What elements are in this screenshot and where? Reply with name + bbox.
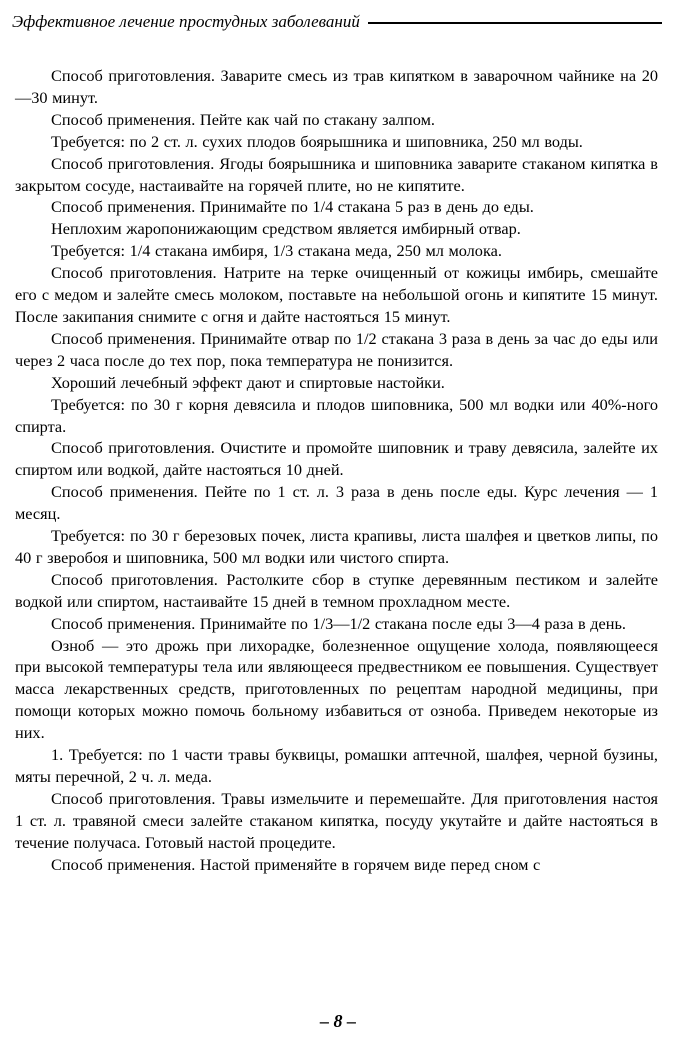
paragraph: Способ приготовления. Заварите смесь из трав кипятком в заварочном чайнике на 20—30 минут. (15, 66, 658, 107)
paragraph: Способ приготовления. Растолките сбор в ступке деревянным пестиком и залейте водкой или спиртом, настаивайте 15 дней в темном прохладном месте. (15, 569, 658, 611)
header-rule (368, 22, 662, 24)
paragraph: Требуется: 1/4 стакана имбиря, 1/3 стакана меда, 250 мл молока. (51, 241, 502, 261)
paragraph: Требуется: по 2 ст. л. сухих плодов боярышника и шиповника, 250 мл воды. (51, 131, 583, 151)
paragraph: Способ приготовления. Натрите на терке очищенный от кожицы имбирь, смешайте его с медом и залейте смесь молоком, поставьте на небольшой огонь и кипятите 15 минут. После закипания снимите с огня и дайте настояться 15 минут. (15, 263, 658, 326)
paragraph: Способ применения. Принимайте по 1/4 стакана 5 раз в день до еды. (51, 197, 534, 217)
paragraph: Хороший лечебный эффект дают и спиртовые настойки. (51, 372, 445, 392)
paragraph: Способ применения. Пейте как чай по стакану залпом. (51, 109, 435, 129)
page-number: – 8 – (320, 1011, 356, 1031)
body-text (15, 65, 658, 876)
paragraph: Озноб — это дрожь при лихорадке, болезненное ощущение холода, появляющееся при высокой температуры тела или являющееся предвестником ее повышения. Существует масса лекарственных средств, приготовленных по рецептам народной медицины, при помощи которых можно помочь больному избавиться от озноба. Приведем некоторые из них. (15, 635, 658, 743)
paragraph: Требуется: по 30 г корня девясила и плодов шиповника, 500 мл водки или 40%-ного спирта. (15, 394, 658, 436)
paragraph: Способ приготовления. Очистите и промойте шиповник и траву девясила, залейте их спиртом или водкой, дайте настояться 10 дней. (15, 438, 658, 480)
running-header (12, 10, 662, 34)
paragraph: Способ приготовления. Ягоды боярышника и шиповника заварите стаканом кипятка в закрытом сосуде, настаивайте на горячей плите, но не кипятите. (15, 153, 658, 195)
running-header-title: Эффективное лечение простудных заболеваний (12, 12, 360, 31)
paragraph: Способ приготовления. Травы измельчите и перемешайте. Для приготовления настоя 1 ст. л. травяной смеси залейте стаканом кипятка, посуду укутайте и дайте настояться в течение получаса. Готовый настой процедите. (15, 788, 658, 852)
paragraph: Способ применения. Принимайте по 1/3—1/2 стакана после еды 3—4 раза в день. (51, 613, 626, 633)
paragraph: Способ применения. Настой применяйте в горячем виде перед сном с (51, 854, 541, 874)
paragraph: 1. Требуется: по 1 части травы буквицы, ромашки аптечной, шалфея, черной бузины, мяты перечной, 2 ч. л. меда. (15, 745, 658, 786)
paragraph: Неплохим жаропонижающим средством является имбирный отвар. (51, 219, 521, 239)
paragraph: Способ применения. Пейте по 1 ст. л. 3 раза в день после еды. Курс лечения — 1 месяц. (15, 482, 658, 524)
paragraph: Требуется: по 30 г березовых почек, листа крапивы, листа шалфея и цветков липы, по 40 г зверобоя и шиповника, 500 мл водки или чистого спирта. (15, 526, 658, 567)
paragraph: Способ применения. Принимайте отвар по 1/2 стакана 3 раза в день за час до еды или через 2 часа после до тех пор, пока температура не понизится. (15, 328, 658, 370)
